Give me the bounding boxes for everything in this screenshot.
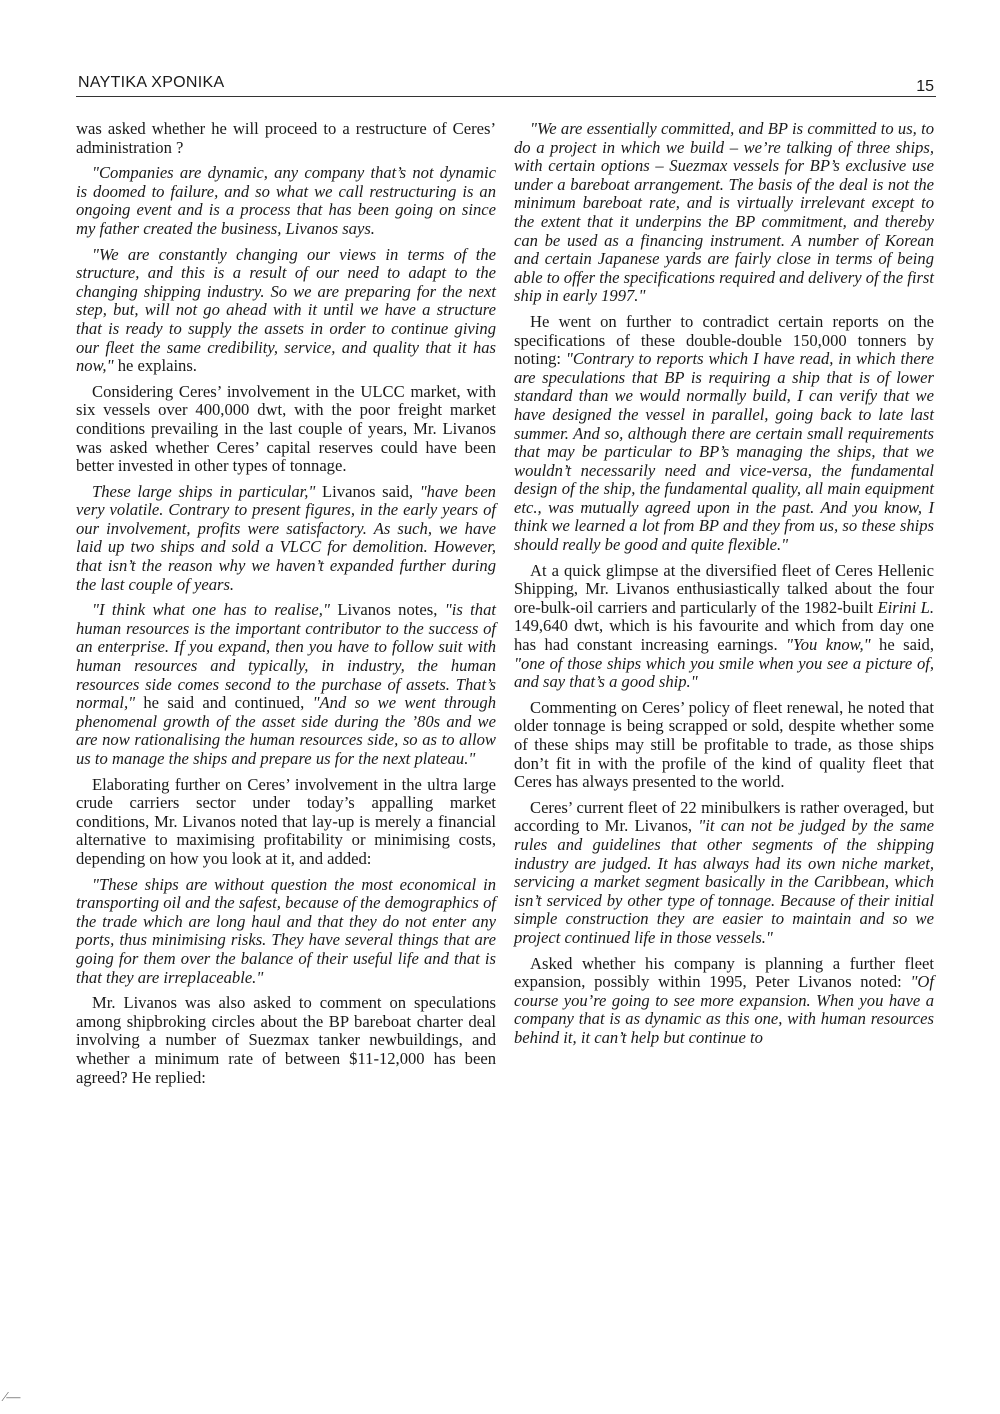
publication-title: NAYTIKA XPONIKA xyxy=(78,74,225,91)
paragraph: "I think what one has to realise," Livanos notes, "is that human resources is the important contributor to the success of an enterprise. If you expand, then you have to follow suit with human resources and typically, in industry, the human resources side comes second to the purchase of assets. That’s normal," he said and continued, "And so we went through phenomenal growth of the asset side during the ’80s and we are now rationalising the human resources side, so as to allow us to manage the ships and prepare us for the next plateau." xyxy=(76,600,496,768)
paragraph: Mr. Livanos was also asked to comment on speculations among shipbroking circles about the BP bareboat charter deal involving a number of Suezmax tanker newbuildings, and whether a minimum rate of between $11-12,000 has been agreed? He replied: xyxy=(76,993,496,1087)
corner-mark: ⁄— xyxy=(4,1390,21,1405)
header-rule xyxy=(76,96,936,97)
running-header xyxy=(76,74,936,100)
paragraph: At a quick glimpse at the diversified fleet of Ceres Hellenic Shipping, Mr. Livanos enthusiastically talked about the four ore-bulk-oil carriers and particularly of the 1982-built Eirini L. 149,640 dwt, which is his favourite and which from day one has had constant increasing earnings. "You know," he said, "one of those ships which you smile when you see a picture of, and say that’s a good ship." xyxy=(514,560,935,692)
paragraph: Commenting on Ceres’ policy of fleet renewal, he noted that older tonnage is being scrapped or sold, despite whether some of these ships may still be profitable to trade, as those ships don’t fit in with the profile of the kind of quality fleet that Ceres has always presented to the world. xyxy=(514,697,934,792)
right-column xyxy=(514,120,934,1055)
paragraph: "We are essentially committed, and BP is committed to us, to do a project in which we build – we’re talking of three ships, with certain options – Suezmax vessels for BP’s exclusive use under a bareboat arrangement. The basis of the deal is not the minimum bareboat rate, and is virtually irrelevant except to the extent that it underpins the BP commitment, and thereby can be used as a financing instrument. A number of Korean and certain Japanese yards are fairly close in terms of being able to offer the specifications required and delivery of the first ship in early 1997." xyxy=(514,119,934,306)
paragraph: Elaborating further on Ceres’ involvement in the ultra large crude carriers sector under today’s appalling market conditions, Mr. Livanos noted that lay-up is merely a financial alternative to maximising profitability or minimising costs, depending on how you look at it, and added: xyxy=(76,774,496,868)
paragraph: He went on further to contradict certain reports on the specifications of these double-double 150,000 tonners by noting: "Contrary to reports which I have read, in which there are speculations that BP is requiring a ship that is of lower standard than we would normally build, I can verify that we have designed the vessel in parallel, going back to late last summer. And so, although there are certain small requirements that may be particular to BP’s managing the ships, that we wouldn’t necessarily need and vice-versa, the fundamental design of the ship, the fundamental quality, all main equipment etc., was mutually agreed upon in the past. And you know, I think we learned a lot from BP and they from us, so these ships should really be good and quite flexible." xyxy=(514,311,934,555)
page-number: 15 xyxy=(916,78,934,95)
paragraph: These large ships in particular," Livanos said, "have been very volatile. Contrary to present figures, in the early years of our involvement, profits were satisfactory. As such, we have laid up two ships and sold a VLCC for demolition. However, that isn’t the reason why we haven’t expanded further during the last couple of years. xyxy=(76,481,496,594)
left-column xyxy=(76,120,496,1094)
paragraph: was asked whether he will proceed to a restructure of Ceres’ administration ? xyxy=(76,119,496,157)
paragraph: Asked whether his company is planning a further fleet expansion, possibly within 1995, Peter Livanos noted: "Of course you’re going to see more expansion. When you have a company that is as dynamic as this one, with human resources behind it, it can’t help but continue to xyxy=(514,953,934,1047)
paragraph: "We are constantly changing our views in terms of the structure, and this is a result of our need to adapt to the changing shipping industry. So we are preparing for the next step, but, will not go ahead with it until we have a structure that is ready to supply the assets in order to continue giving our fleet the same credibility, service, and quality that it has now," he explains. xyxy=(76,244,496,376)
paragraph: "Companies are dynamic, any company that’s not dynamic is doomed to failure, and so what we call restructuring is an ongoing event and is a process that has been going on since my father created the business, Livanos says. xyxy=(76,163,496,238)
paragraph: "These ships are without question the most economical in transporting oil and the safest, because of the demographics of the trade which are long haul and that they do not enter any ports, thus minimising risks. They have several things that are going for them over the balance of their useful life and that is that they are irreplaceable." xyxy=(76,874,496,987)
paragraph: Considering Ceres’ involvement in the ULCC market, with six vessels over 400,000 dwt, with the poor freight market conditions prevailing in the last couple of years, Mr. Livanos was asked whether Ceres’ capital reserves could have been better invested in other types of tonnage. xyxy=(76,381,496,476)
paragraph: Ceres’ current fleet of 22 minibulkers is rather overaged, but according to Mr. Livanos, "it can not be judged by the same rules and guidelines that other segments of the shipping industry are judged. It has always had its own niche market, servicing a market segment basically in the Caribbean, which isn’t serviced by other type of tonnage. Because of their initial simple construction they are easier to maintain and so we project continued life in those vessels." xyxy=(514,797,934,947)
